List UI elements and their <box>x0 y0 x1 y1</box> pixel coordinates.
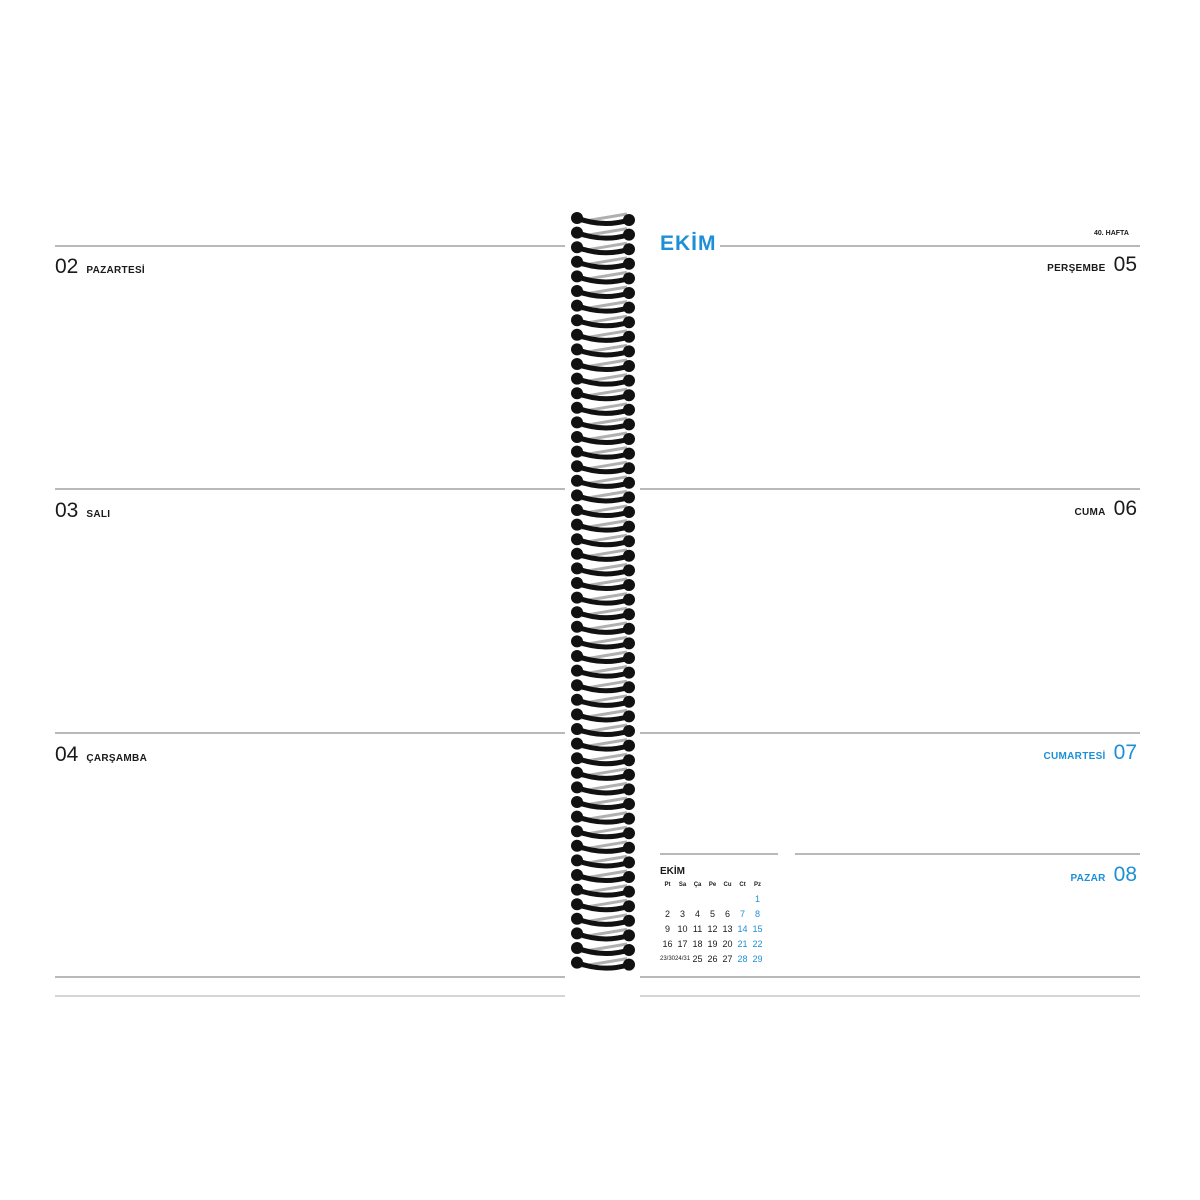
spiral-coil <box>571 562 635 576</box>
spiral-coil <box>571 913 635 927</box>
date-cell: 28 <box>737 953 748 964</box>
date-cell: 8 <box>755 908 761 919</box>
spiral-coil <box>571 884 635 898</box>
rule-line <box>640 732 1140 734</box>
spiral-coil <box>571 212 635 226</box>
spiral-coil <box>571 840 635 854</box>
day-name: PERŞEMBE <box>1047 263 1106 274</box>
week-row <box>660 951 765 966</box>
right-page <box>620 200 1160 1000</box>
spiral-coil <box>571 256 635 270</box>
mini-calendar <box>660 866 765 966</box>
day-friday <box>1074 497 1137 521</box>
date-cell: 20 <box>722 938 733 949</box>
spiral-coil <box>571 592 635 606</box>
spiral-coil <box>571 767 635 781</box>
spiral-coil <box>571 898 635 912</box>
spiral-coil <box>571 796 635 810</box>
spiral-coil <box>571 635 635 649</box>
spiral-coil <box>571 752 635 766</box>
spiral-coil <box>571 504 635 518</box>
rule-line <box>660 853 778 855</box>
spiral-binding-icon <box>565 210 645 990</box>
spiral-coil <box>571 811 635 825</box>
day-thursday <box>1047 253 1137 277</box>
week-row <box>660 936 765 951</box>
day-number: 05 <box>1113 253 1137 276</box>
day-number: 06 <box>1113 497 1137 520</box>
spiral-coil <box>571 781 635 795</box>
date-cell: 23/30 <box>660 955 676 962</box>
date-cell: 13 <box>722 923 733 934</box>
week-row <box>660 921 765 936</box>
day-number: 03 <box>55 499 79 522</box>
date-cell <box>735 891 750 906</box>
date-cell <box>675 891 690 906</box>
date-cell: 10 <box>677 923 688 934</box>
date-cell: 29 <box>752 953 763 964</box>
day-sunday <box>1070 863 1137 887</box>
spiral-coil <box>571 300 635 314</box>
spiral-coil <box>571 942 635 956</box>
day-saturday <box>1043 741 1137 765</box>
date-cell: 6 <box>725 908 731 919</box>
day-name: ÇARŞAMBA <box>86 753 148 764</box>
spiral-coil <box>571 227 635 241</box>
spiral-coil <box>571 519 635 533</box>
day-number: 08 <box>1113 863 1137 886</box>
spiral-coil <box>571 738 635 752</box>
rule-line <box>55 488 565 490</box>
page-edge <box>640 995 1140 997</box>
spiral-coil <box>571 402 635 416</box>
day-tuesday <box>55 499 110 523</box>
rule-line <box>640 488 1140 490</box>
date-cell: 15 <box>752 923 763 934</box>
week-number: 40. HAFTA <box>1094 230 1129 237</box>
weekday-label: Pz <box>754 882 762 888</box>
date-cell: 19 <box>707 938 718 949</box>
spiral-coil <box>571 606 635 620</box>
spiral-coil <box>571 431 635 445</box>
spiral-coil <box>571 387 635 401</box>
month-title: EKİM <box>660 232 717 255</box>
spiral-coil <box>571 343 635 357</box>
day-name: PAZAR <box>1070 873 1106 884</box>
weekday-label: Ça <box>693 882 702 888</box>
spiral-coil <box>571 869 635 883</box>
day-number: 02 <box>55 255 79 278</box>
left-page <box>40 200 580 1000</box>
rule-line <box>720 245 1140 247</box>
rule-line <box>55 245 565 247</box>
spiral-coil <box>571 329 635 343</box>
day-number: 07 <box>1113 741 1137 764</box>
day-monday <box>55 255 145 279</box>
weekday-label: Pt <box>664 882 671 888</box>
date-cell: 9 <box>665 923 671 934</box>
rule-line <box>640 976 1140 978</box>
rule-line <box>55 732 565 734</box>
spiral-coil <box>571 241 635 255</box>
date-cell <box>660 891 675 906</box>
date-cell: 5 <box>710 908 716 919</box>
spiral-coil <box>571 927 635 941</box>
weekday-label: Sa <box>678 882 687 888</box>
date-cell: 24/31 <box>675 955 691 962</box>
spiral-coil <box>571 679 635 693</box>
spiral-coil <box>571 723 635 737</box>
spiral-coil <box>571 665 635 679</box>
date-cell: 11 <box>692 923 703 934</box>
date-cell: 3 <box>680 908 686 919</box>
date-cell <box>705 891 720 906</box>
date-cell: 1 <box>755 893 761 904</box>
date-cell <box>720 891 735 906</box>
spiral-coil <box>571 621 635 635</box>
spiral-coil <box>571 708 635 722</box>
date-cell: 18 <box>692 938 703 949</box>
day-name: CUMARTESİ <box>1043 751 1106 762</box>
date-cell: 7 <box>740 908 746 919</box>
date-cell: 12 <box>707 923 718 934</box>
spiral-coil <box>571 533 635 547</box>
date-cell: 14 <box>737 923 748 934</box>
rule-line <box>795 853 1140 855</box>
planner-spread <box>40 200 1160 1000</box>
mini-calendar-grid <box>660 879 765 966</box>
date-cell: 22 <box>752 938 763 949</box>
spiral-coil <box>571 957 635 971</box>
spiral-coil <box>571 446 635 460</box>
spiral-coil <box>571 475 635 489</box>
spiral-coil <box>571 314 635 328</box>
weekday-row <box>660 879 765 891</box>
date-cell: 16 <box>662 938 673 949</box>
date-cell: 26 <box>707 953 718 964</box>
spiral-coil <box>571 358 635 372</box>
spiral-coil <box>571 489 635 503</box>
spiral-coil <box>571 825 635 839</box>
week-row <box>660 891 765 906</box>
day-number: 04 <box>55 743 79 766</box>
weekday-label: Cu <box>723 882 732 888</box>
spiral-coil <box>571 854 635 868</box>
spiral-coil <box>571 416 635 430</box>
spiral-coil <box>571 650 635 664</box>
spiral-coil <box>571 460 635 474</box>
spiral-coil <box>571 548 635 562</box>
page-edge <box>55 995 565 997</box>
date-cell: 4 <box>695 908 701 919</box>
date-cell: 17 <box>677 938 688 949</box>
spiral-coil <box>571 285 635 299</box>
weekday-label: Ct <box>739 882 746 888</box>
rule-line <box>55 976 565 978</box>
date-cell <box>690 891 705 906</box>
spiral-coil <box>571 373 635 387</box>
date-cell: 27 <box>722 953 733 964</box>
weekday-label: Pe <box>708 882 717 888</box>
day-name: CUMA <box>1074 507 1106 518</box>
week-row <box>660 906 765 921</box>
spiral-coil <box>571 270 635 284</box>
spiral-coil <box>571 577 635 591</box>
date-cell: 2 <box>665 908 671 919</box>
day-name: PAZARTESİ <box>86 265 145 276</box>
day-name: SALI <box>86 509 111 520</box>
day-wednesday <box>55 743 147 767</box>
date-cell: 21 <box>737 938 748 949</box>
date-cell: 25 <box>692 953 703 964</box>
mini-calendar-title: EKİM <box>660 866 685 877</box>
spiral-coil <box>571 694 635 708</box>
